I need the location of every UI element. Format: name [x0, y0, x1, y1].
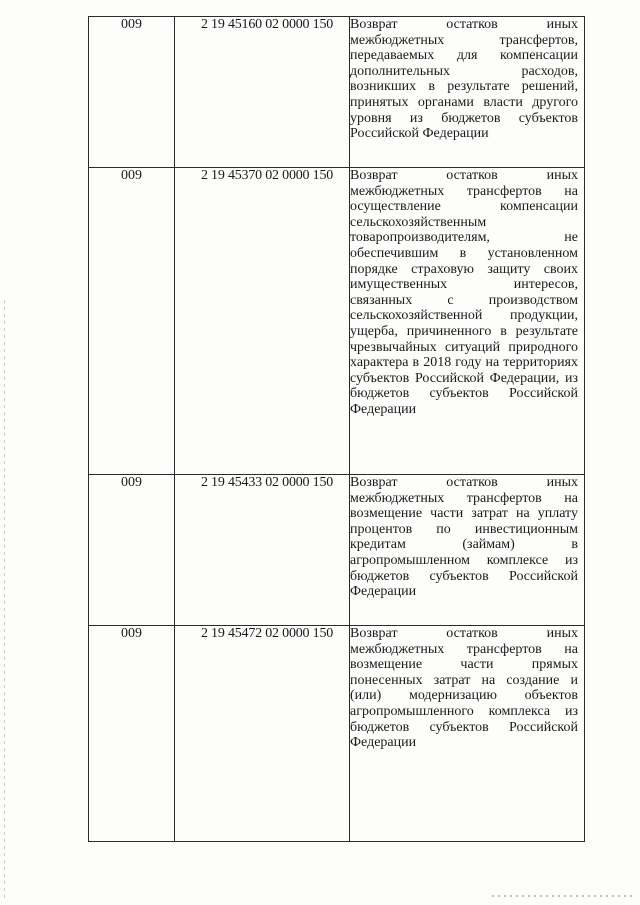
admin-code-cell: 009	[89, 626, 175, 842]
description-text: Возврат остатков иных межбюджетных трансфертов, передаваемых для компенсации дополнительных расходов, возникших в результате решений, принятых органами власти другого уровня из бюджетов субъектов Российской Федерации	[350, 17, 578, 142]
description-cell	[350, 475, 585, 626]
admin-code-cell: 009	[89, 168, 175, 475]
description-cell	[350, 626, 585, 842]
budget-code-text: 2 19 45160 02 0000 150	[200, 17, 334, 32]
admin-code-cell: 009	[89, 475, 175, 626]
table-row	[89, 626, 585, 842]
table-row	[89, 17, 585, 168]
description-cell	[350, 168, 585, 475]
scan-edge-mark	[4, 300, 5, 900]
budget-code-text: 2 19 45433 02 0000 150	[200, 475, 334, 490]
scan-footer-mark	[492, 895, 632, 897]
budget-code-cell	[175, 168, 350, 475]
table-row	[89, 168, 585, 475]
budget-code-cell	[175, 475, 350, 626]
budget-code-text: 2 19 45472 02 0000 150	[200, 626, 334, 641]
budget-codes-table	[88, 16, 585, 842]
description-text: Возврат остатков иных межбюджетных трансфертов на возмещение части прямых понесенных затрат на создание и (или) модернизацию объектов агропромышленного комплекса из бюджетов субъектов Российской Федерации	[350, 626, 578, 751]
description-text: Возврат остатков иных межбюджетных трансфертов на возмещение части затрат на уплату процентов по инвестиционным кредитам (займам) в агропромышленном комплексе из бюджетов субъектов Российской Федерации	[350, 475, 578, 600]
admin-code-cell: 009	[89, 17, 175, 168]
budget-code-text: 2 19 45370 02 0000 150	[200, 168, 334, 183]
budget-code-cell	[175, 17, 350, 168]
budget-code-cell	[175, 626, 350, 842]
description-cell	[350, 17, 585, 168]
description-text: Возврат остатков иных межбюджетных трансфертов на осуществление компенсации сельскохозяйственным товаропроизводителям, не обеспечившим в установленном порядке страховую защиту своих имущественных интересов, связанных с производством сельскохозяйственной продукции, ущерба, причиненного в результате чрезвычайных ситуаций природного характера в 2018 году на территориях субъектов Российской Федерации, из бюджетов субъектов Российской Федерации	[350, 168, 578, 417]
table-row	[89, 475, 585, 626]
